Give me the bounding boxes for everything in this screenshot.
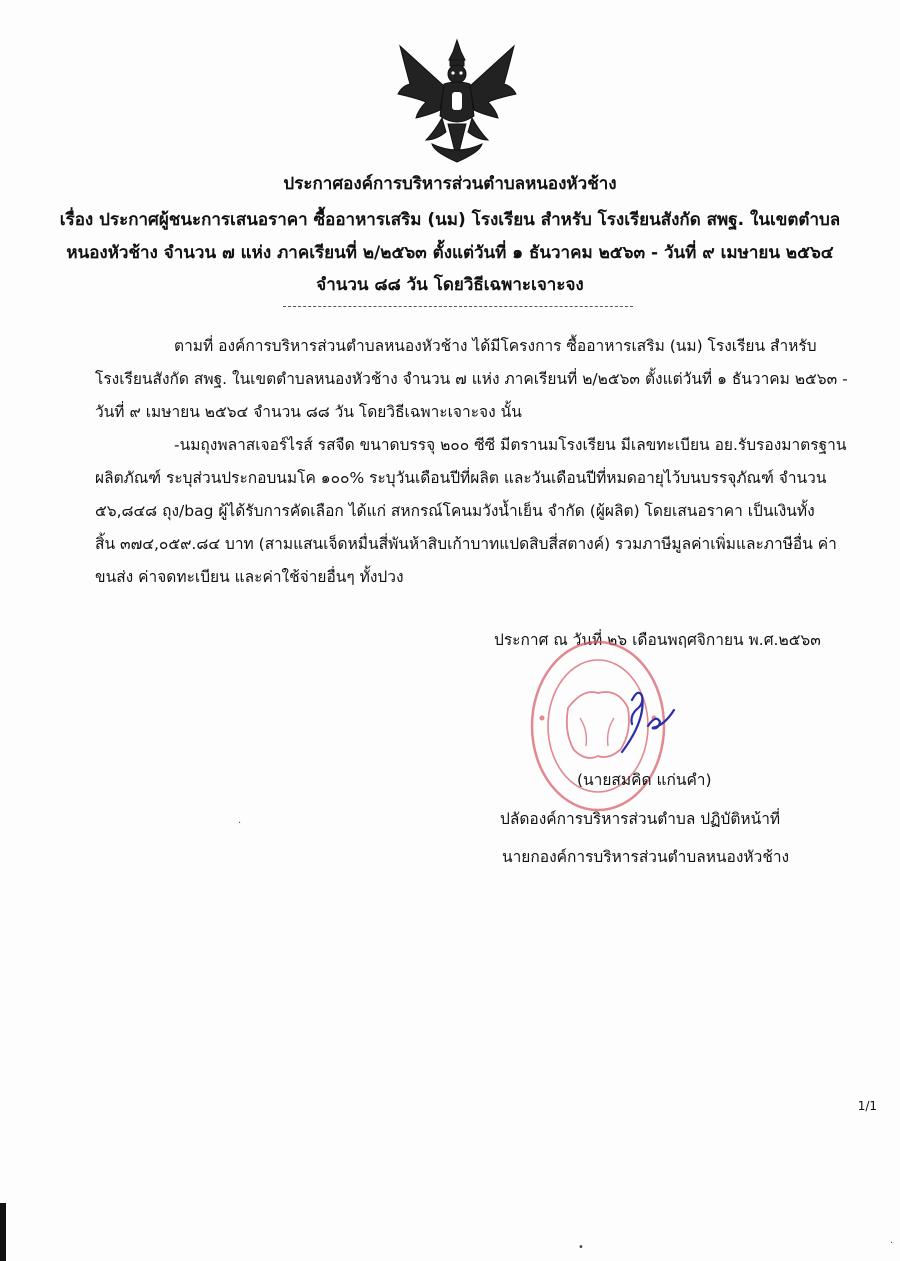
dashed-divider bbox=[283, 306, 633, 307]
subject-line-2: หนองหัวช้าง จำนวน ๗ แห่ง ภาคเรียนที่ ๒/๒๕๖๓ ตั้งแต่วันที่ ๑ ธันวาคม ๒๕๖๓ - วันที่ ๙ เมษายน ๒๕๖๔ bbox=[66, 243, 834, 263]
signer-position-1: ปลัดองค์การบริหารส่วนตำบล ปฏิบัติหน้าที่ bbox=[500, 810, 781, 828]
signer-name: (นายสมคิด แก่นคำ) bbox=[577, 771, 712, 789]
announcement-date: ประกาศ ณ วันที่ ๒๖ เดือนพฤศจิกายน พ.ศ.๒๕๖๓ bbox=[494, 631, 821, 649]
paragraph2-line5: ขนส่ง ค่าจดทะเบียน และค่าใช้จ่ายอื่นๆ ทั้งปวง bbox=[95, 568, 404, 586]
garuda-emblem-icon bbox=[392, 36, 522, 166]
announcement-title: ประกาศองค์การบริหารส่วนตำบลหนองหัวช้าง bbox=[283, 174, 617, 194]
scan-speck: • bbox=[578, 1242, 584, 1253]
paragraph2-line2: ผลิตภัณฑ์ ระบุส่วนประกอบนมโค ๑๐๐% ระบุวันเดือนปีที่ผลิต และวันเดือนปีที่หมดอายุไว้บนบรรจุภัณฑ์ จำนวน bbox=[95, 469, 827, 487]
signer-position-2: นายกองค์การบริหารส่วนตำบลหนองหัวช้าง bbox=[502, 848, 790, 866]
paragraph2-line4: สิ้น ๓๗๔,๐๕๙.๘๔ บาท (สามแสนเจ็ดหมื่นสี่พันห้าสิบเก้าบาทแปดสิบสี่สตางค์) รวมภาษีมูลค่าเพิ่มและภาษีอื่น ค่า bbox=[95, 535, 837, 553]
paragraph1-line3: วันที่ ๙ เมษายน ๒๕๖๔ จำนวน ๘๘ วัน โดยวิธีเฉพาะเจาะจง นั้น bbox=[95, 403, 522, 421]
paragraph2-line1: -นมถุงพลาสเจอร์ไรส์ รสจืด ขนาดบรรจุ ๒๐๐ ซีซี มีตรานมโรงเรียน มีเลขทะเบียน อย.รับรองมาตรฐาน bbox=[174, 436, 847, 454]
subject-line-1: เรื่อง ประกาศผู้ชนะการเสนอราคา ซื้ออาหารเสริม (นม) โรงเรียน สำหรับ โรงเรียนสังกัด สพฐ. ในเขตตำบล bbox=[59, 210, 841, 230]
scan-edge-mark bbox=[0, 1203, 6, 1261]
page-number: 1/1 bbox=[857, 1099, 877, 1113]
scan-speck: · bbox=[890, 1238, 894, 1249]
paragraph1-line1: ตามที่ องค์การบริหารส่วนตำบลหนองหัวช้าง ได้มีโครงการ ซื้ออาหารเสริม (นม) โรงเรียน สำหรับ bbox=[174, 337, 817, 355]
subject-line-3: จำนวน ๘๘ วัน โดยวิธีเฉพาะเจาะจง bbox=[316, 275, 584, 295]
scan-speck: · bbox=[238, 818, 242, 829]
paragraph1-line2: โรงเรียนสังกัด สพฐ. ในเขตตำบลหนองหัวช้าง จำนวน ๗ แห่ง ภาคเรียนที่ ๒/๒๕๖๓ ตั้งแต่วันที่ ๑ ธันวาคม ๒๕๖๓ - bbox=[95, 370, 848, 388]
paragraph2-line3: ๕๖,๘๔๘ ถุง/bag ผู้ได้รับการคัดเลือก ได้แก่ สหกรณ์โคนมวังน้ำเย็น จำกัด (ผู้ผลิต) โดยเสนอราคา เป็นเงินทั้ง bbox=[95, 502, 815, 520]
handwritten-signature-icon bbox=[598, 670, 688, 760]
